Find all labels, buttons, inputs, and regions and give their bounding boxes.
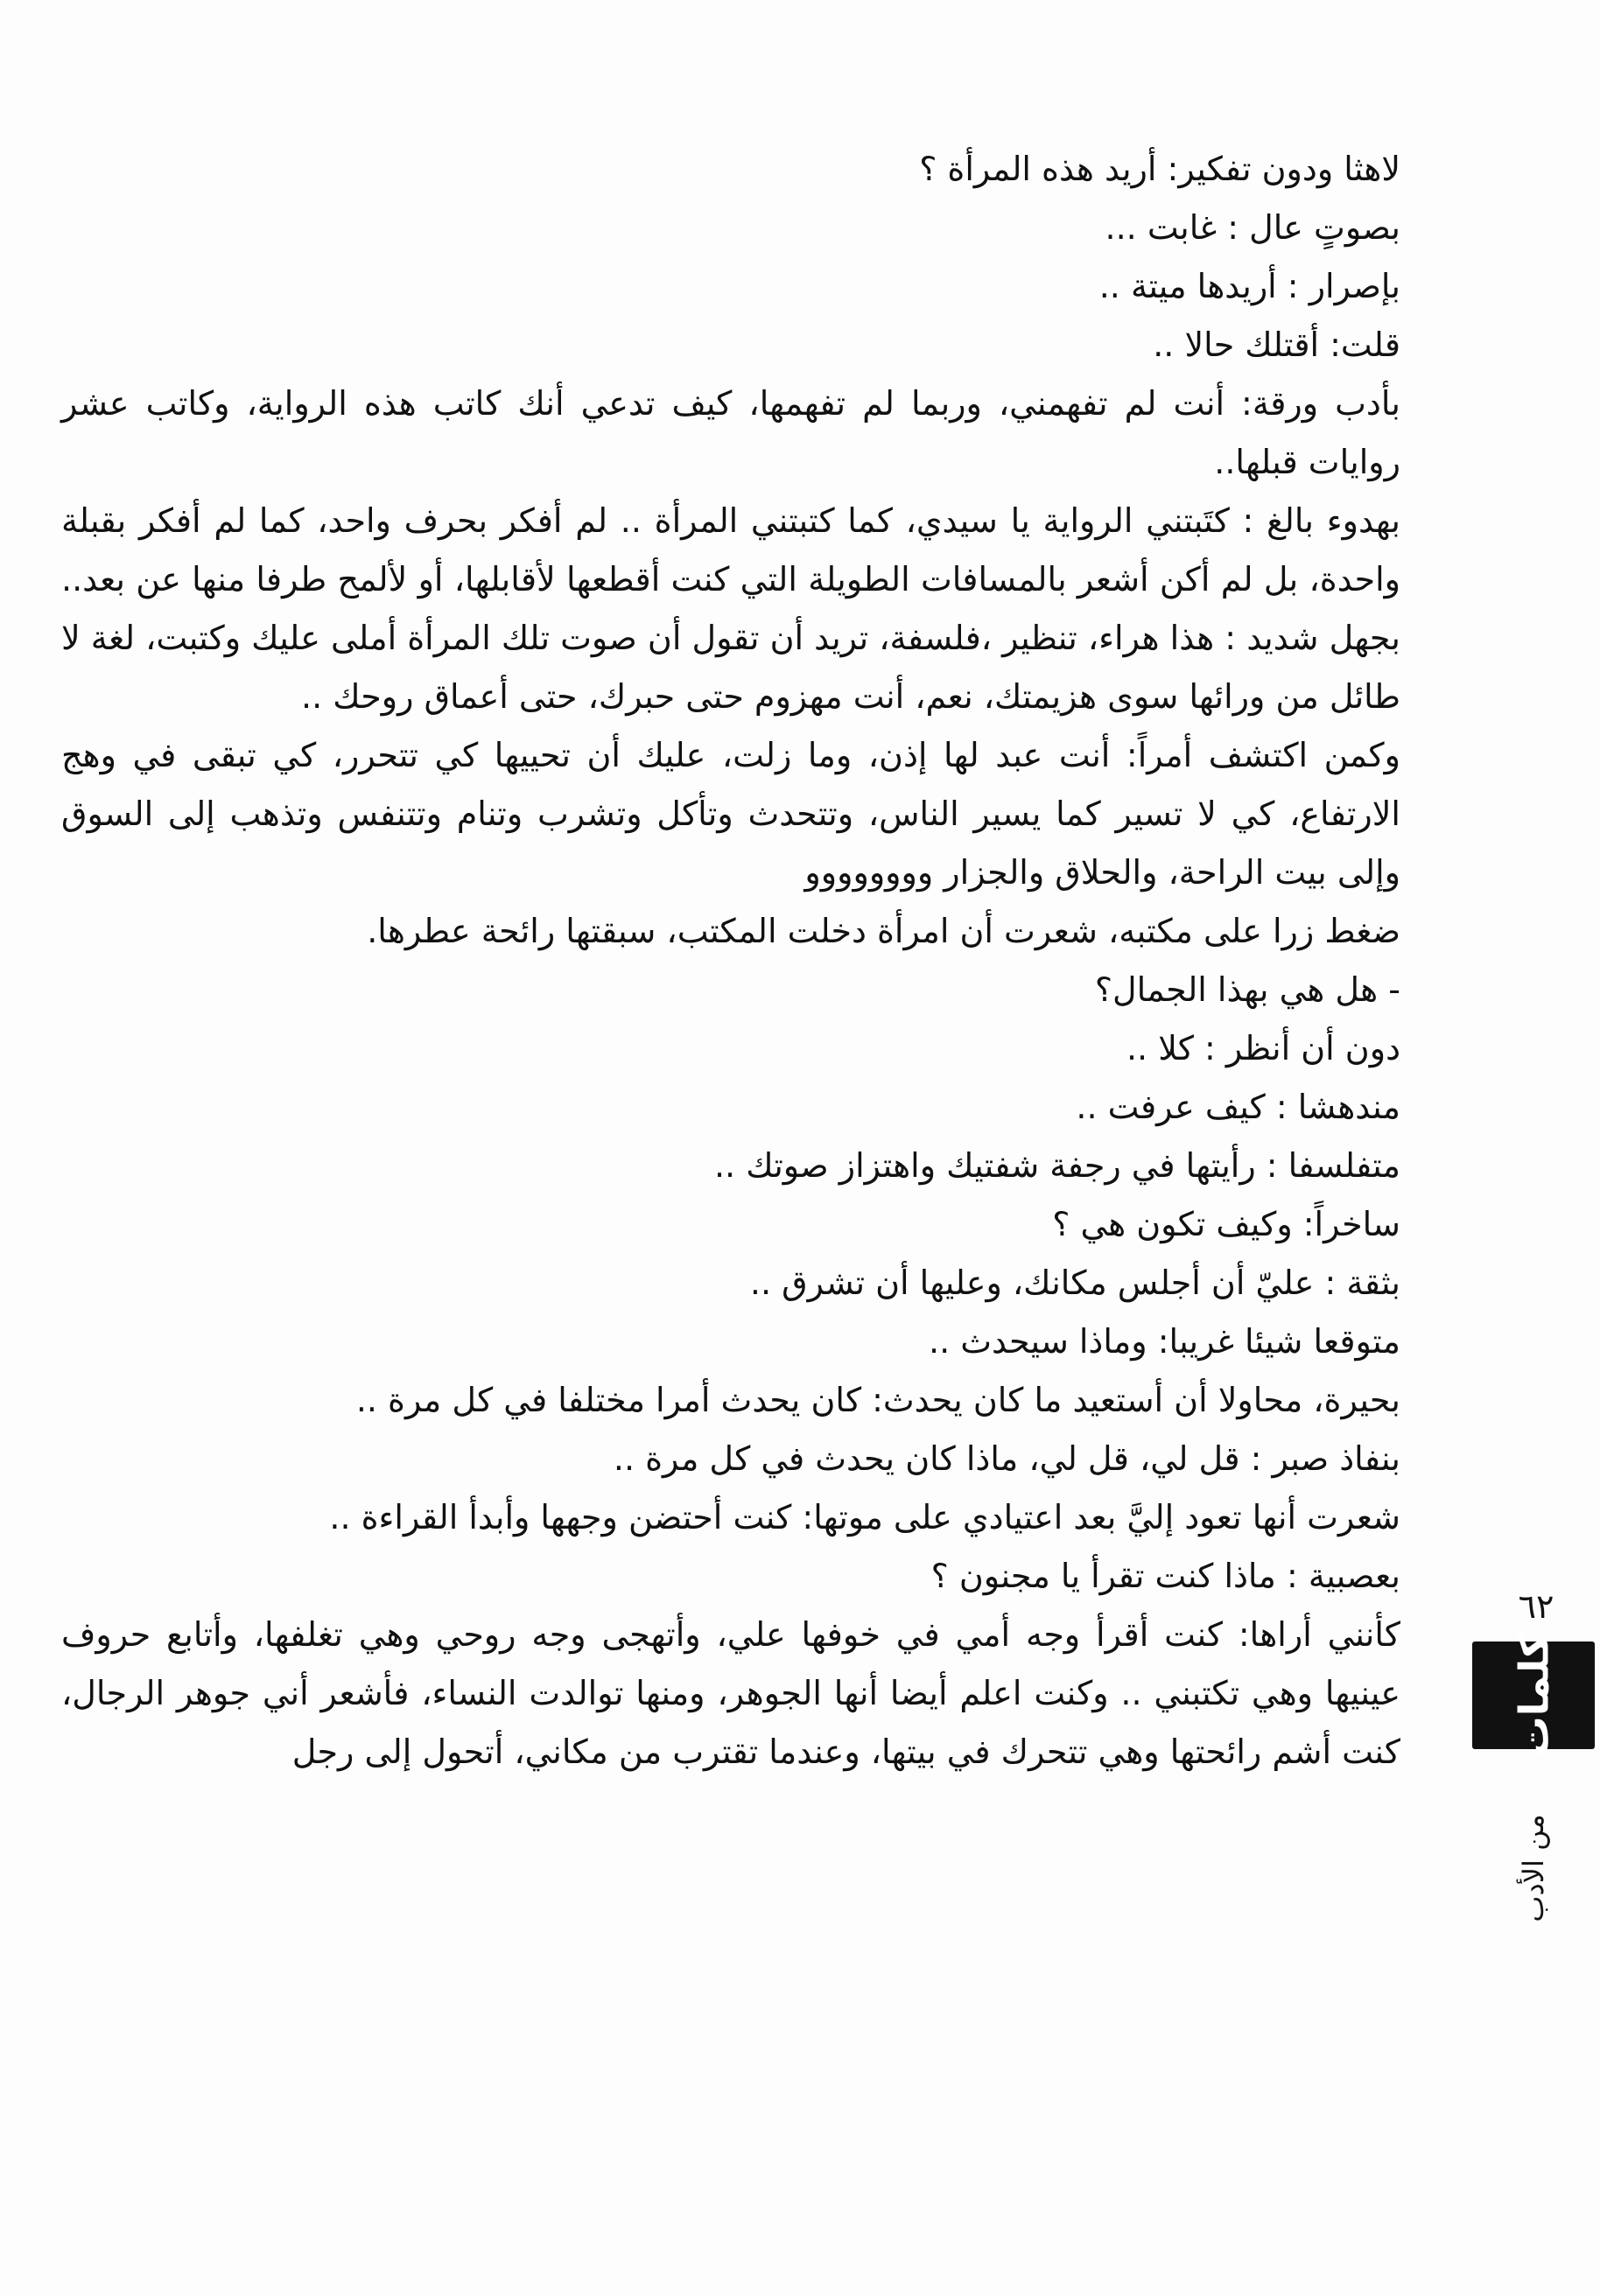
paragraph: متفلسفا : رأيتها في رجفة شفتيك واهتزاز صوتك .. (713, 1146, 1400, 1185)
paragraph: متوقعا شيئا غريبا: وماذا سيحدث .. (928, 1322, 1400, 1361)
page-number: ٦٢ (1518, 1587, 1554, 1626)
paragraph: دون أن أنظر : كلا .. (1126, 1029, 1400, 1068)
body-text (61, 140, 1400, 1782)
paragraph: بنفاذ صبر : قل لي، قل لي، ماذا كان يحدث في كل مرة .. (613, 1439, 1400, 1478)
paragraph: بهدوء بالغ : كتَبتني الرواية يا سيدي، كما كتبتني المرأة .. لم أفكر بحرف واحد، كما لم أفكر بقبلة واحدة، بل لم أكن أشعر بالمسافات الطويلة التي كنت أقطعها لأقابلها، أو لألمح طرفا منها عن بعد.. بجهل شديد : هذا هراء، تنظير ،فلسفة، تريد أن تقول أن صوت تلك المرأة أملى عليك وكتبت، لغة لا طائل من ورائها سوى هزيمتك، نعم، أنت مهزوم حتى حبرك، حتى أعماق روحك .. (61, 501, 1400, 716)
paragraph: بثقة : عليّ أن أجلس مكانك، وعليها أن تشرق .. (749, 1264, 1400, 1302)
paragraph: ضغط زرا على مكتبه، شعرت أن امرأة دخلت المكتب، سبقتها رائحة عطرها. (367, 912, 1400, 950)
paragraph: بأدب ورقة: أنت لم تفهمني، وربما لم تفهمها، كيف تدعي أنك كاتب هذه الرواية، وكاتب عشر روايات قبلها.. (61, 384, 1400, 481)
side-tagline-text: من الأدب (1517, 1814, 1550, 1922)
paragraph: وكمن اكتشف أمراً: أنت عبد لها إذن، وما زلت، عليك أن تحييها كي تتحرر، كي تبقى في وهج الارتفاع، كي لا تسير كما يسير الناس، وتتحدث وتأكل وتشرب وتنام وتتنفس وتذهب إلى السوق وإلى بيت الراحة، والحلاق والجزار وووووووو (61, 736, 1400, 892)
paragraph: بحيرة، محاولا أن أستعيد ما كان يحدث: كان يحدث أمرا مختلفا في كل مرة .. (355, 1381, 1400, 1419)
paragraph: مندهشا : كيف عرفت .. (1076, 1088, 1400, 1126)
side-tagline (1516, 1768, 1551, 1969)
section-tab-label: كلمات (1510, 1634, 1557, 1757)
paragraph: بعصبية : ماذا كنت تقرأ يا مجنون ؟ (930, 1557, 1400, 1595)
paragraph: لاهثا ودون تفكير: أريد هذه المرأة ؟ (919, 150, 1400, 188)
paragraph: شعرت أنها تعود إليَّ بعد اعتيادي على موتها: كنت أحتضن وجهها وأبدأ القراءة .. (329, 1498, 1400, 1536)
paragraph: كأنني أراها: كنت أقرأ وجه أمي في خوفها علي، وأتهجى وجه روحي وهي تغلفها، وأتابع حروف عينيها وهي تكتبني .. وكنت اعلم أيضا أنها الجوهر، ومنها توالدت النساء، فأشعر أني جوهر الرجال، كنت أشم رائحتها وهي تتحرك في بيتها، وعندما تقترب من مكاني، أتحول إلى رجل (61, 1615, 1400, 1771)
paragraph: بصوتٍ عال : غابت ... (1105, 208, 1400, 247)
paragraph: ساخراً: وكيف تكون هي ؟ (1052, 1205, 1400, 1243)
section-tab (1472, 1634, 1595, 1757)
paragraph: - هل هي بهذا الجمال؟ (1094, 970, 1400, 1009)
paragraph: قلت: أقتلك حالا .. (1153, 326, 1400, 364)
paragraph: بإصرار : أريدها ميتة .. (1098, 267, 1400, 305)
